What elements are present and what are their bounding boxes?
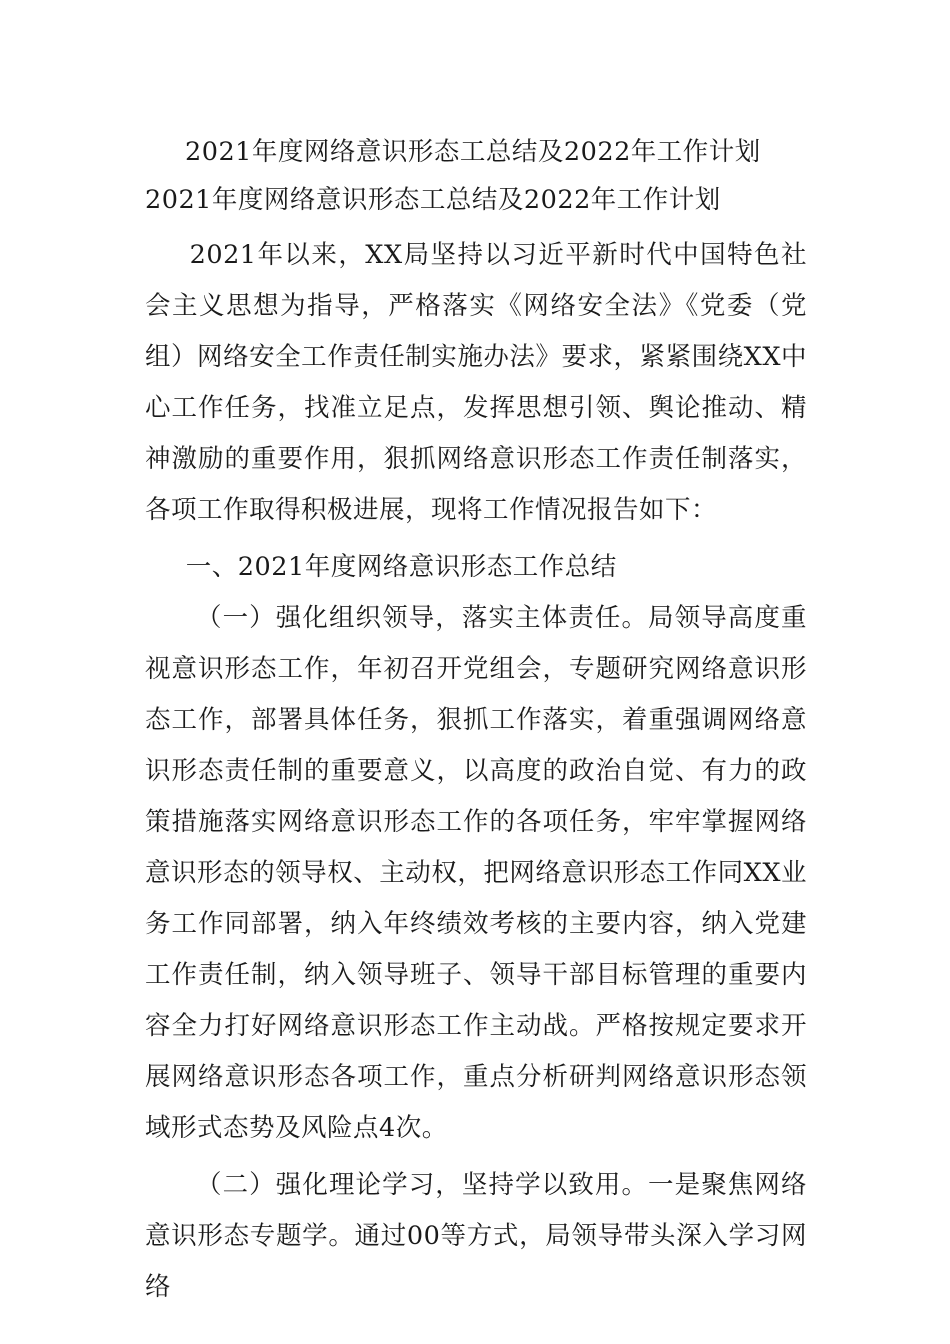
body-paragraph: （二）强化理论学习，坚持学以致用。一是聚焦网络意识形态专题学。通过00等方式，局领导带头深入学习网络	[145, 1170, 807, 1302]
intro-paragraph: 2021年以来，XX局坚持以习近平新时代中国特色社会主义思想为指导，严格落实《网络安全法》《党委（党组）网络安全工作责任制实施办法》要求，紧紧围绕XX中心工作任务，找准立足点，发挥思想引领、舆论推动、精神激励的重要作用，狠抓网络意识形态工作责任制落实，各项工作取得积极进展，现将工作情况报告如下：	[145, 240, 807, 525]
document-title: 2021年度网络意识形态工总结及2022年工作计划	[185, 137, 761, 167]
body-paragraph: （一）强化组织领导，落实主体责任。局领导高度重视意识形态工作，年初召开党组会，专题研究网络意识形态工作，部署具体任务，狠抓工作落实，着重强调网络意识形态责任制的重要意义，以高度的政治自觉、有力的政策措施落实网络意识形态工作的各项任务，牢牢掌握网络意识形态的领导权、主动权，把网络意识形态工作同XX业务工作同部署，纳入年终绩效考核的主要内容，纳入党建工作责任制，纳入领导班子、领导干部目标管理的重要内容全力打好网络意识形态工作主动战。严格按规定要求开展网络意识形态各项工作，重点分析研判网络意识形态领域形式态势及风险点4次。	[145, 603, 807, 1143]
section-heading: 一、2021年度网络意识形态工作总结	[185, 552, 617, 582]
document-subtitle: 2021年度网络意识形态工总结及2022年工作计划	[145, 185, 721, 215]
document-body	[145, 128, 807, 1313]
